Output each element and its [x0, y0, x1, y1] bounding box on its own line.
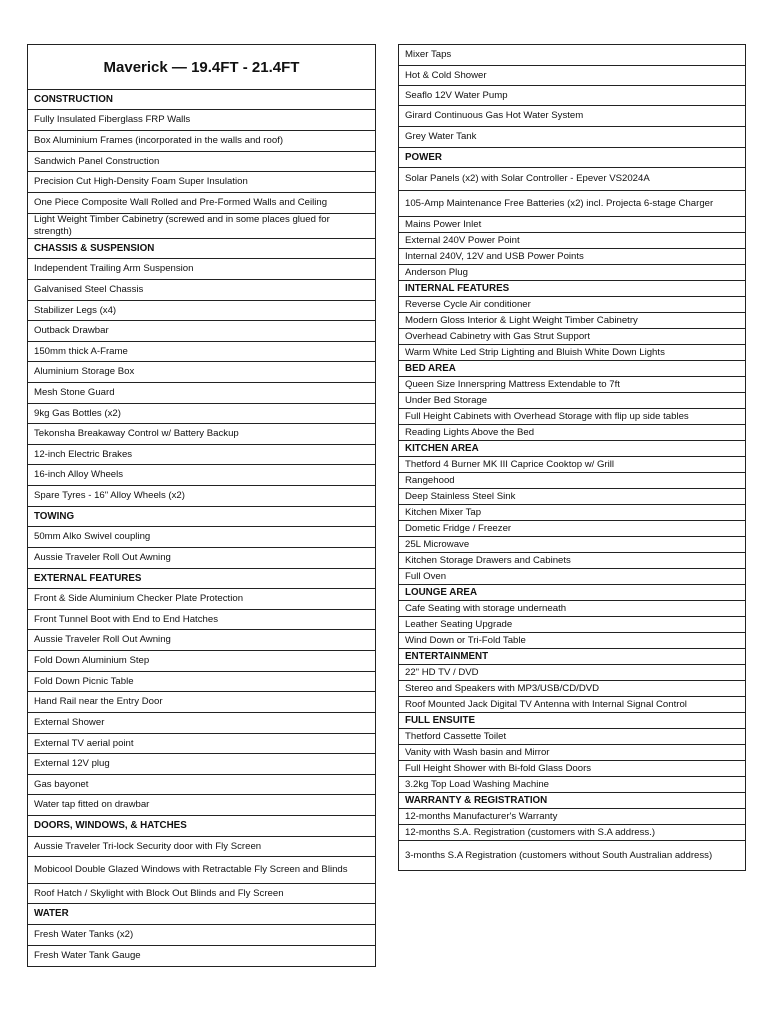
- section-header: CONSTRUCTION: [28, 90, 375, 110]
- spec-item: Hot & Cold Shower: [399, 66, 745, 86]
- section-header: CHASSIS & SUSPENSION: [28, 239, 375, 259]
- section-header: WARRANTY & REGISTRATION: [399, 793, 745, 809]
- spec-item: Vanity with Wash basin and Mirror: [399, 745, 745, 761]
- spec-item: Sandwich Panel Construction: [28, 152, 375, 172]
- spec-item: 50mm Alko Swivel coupling: [28, 527, 375, 548]
- section-header: TOWING: [28, 507, 375, 527]
- right-spec-table: [398, 44, 746, 871]
- spec-item: Stereo and Speakers with MP3/USB/CD/DVD: [399, 681, 745, 697]
- spec-item: Aussie Traveler Roll Out Awning: [28, 630, 375, 651]
- spec-item: 12-inch Electric Brakes: [28, 445, 375, 465]
- spec-item: Aluminium Storage Box: [28, 362, 375, 383]
- section-header: DOORS, WINDOWS, & HATCHES: [28, 816, 375, 837]
- right-rows: [399, 45, 745, 870]
- spec-item: Light Weight Timber Cabinetry (screwed and in some places glued for strength): [28, 214, 375, 239]
- spec-item: Anderson Plug: [399, 265, 745, 281]
- spec-item: External 240V Power Point: [399, 233, 745, 249]
- spec-item: Queen Size Innerspring Mattress Extendable to 7ft: [399, 377, 745, 393]
- spec-item: 12-months Manufacturer's Warranty: [399, 809, 745, 825]
- spec-item: Fresh Water Tank Gauge: [34, 950, 141, 961]
- spec-item: Thetford Cassette Toilet: [399, 729, 745, 745]
- spec-item: Warm White Led Strip Lighting and Bluish White Down Lights: [399, 345, 745, 361]
- spec-item: 25L Microwave: [399, 537, 745, 553]
- spec-item: Spare Tyres - 16" Alloy Wheels (x2): [28, 486, 375, 507]
- spec-item: Aussie Traveler Roll Out Awning: [28, 548, 375, 569]
- spec-item: Mesh Stone Guard: [28, 383, 375, 404]
- spec-item: 9kg Gas Bottles (x2): [28, 404, 375, 424]
- spec-item: Stabilizer Legs (x4): [28, 301, 375, 321]
- section-header: BED AREA: [399, 361, 745, 377]
- left-spec-table: [27, 44, 376, 967]
- spec-item: 16-inch Alloy Wheels: [28, 465, 375, 486]
- spec-item: Cafe Seating with storage underneath: [399, 601, 745, 617]
- spec-item: 3.2kg Top Load Washing Machine: [399, 777, 745, 793]
- section-header: FULL ENSUITE: [399, 713, 745, 729]
- spec-item: External Shower: [28, 713, 375, 734]
- spec-item: Gas bayonet: [28, 775, 375, 795]
- spec-item: 105-Amp Maintenance Free Batteries (x2) incl. Projecta 6-stage Charger: [399, 191, 745, 217]
- spec-item: Fold Down Picnic Table: [28, 672, 375, 692]
- spec-item: Internal 240V, 12V and USB Power Points: [399, 249, 745, 265]
- spec-item: Independent Trailing Arm Suspension: [28, 259, 375, 280]
- spec-item: Mobicool Double Glazed Windows with Retractable Fly Screen and Blinds: [28, 857, 375, 884]
- spec-item: Wind Down or Tri-Fold Table: [399, 633, 745, 649]
- spec-item: Full Height Cabinets with Overhead Storage with flip up side tables: [399, 409, 745, 425]
- spec-item: Full Height Shower with Bi-fold Glass Doors: [399, 761, 745, 777]
- section-header: EXTERNAL FEATURES: [28, 569, 375, 589]
- left-rows: [28, 90, 375, 966]
- spec-item: Aussie Traveler Tri-lock Security door with Fly Screen: [28, 837, 375, 857]
- spec-item: Outback Drawbar: [28, 321, 375, 342]
- spec-item: Girard Continuous Gas Hot Water System: [399, 106, 745, 127]
- spec-item: External 12V plug: [28, 754, 375, 775]
- spec-item: Seaflo 12V Water Pump: [399, 86, 745, 106]
- spec-item: One Piece Composite Wall Rolled and Pre-Formed Walls and Ceiling: [28, 193, 375, 214]
- spec-item: Reading Lights Above the Bed: [399, 425, 745, 441]
- spec-item: Roof Hatch / Skylight with Block Out Blinds and Fly Screen: [28, 884, 375, 904]
- section-header: LOUNGE AREA: [399, 585, 745, 601]
- spec-item: Fresh Water Tanks (x2): [28, 925, 375, 946]
- spec-item: Deep Stainless Steel Sink: [399, 489, 745, 505]
- spec-item: External TV aerial point: [28, 734, 375, 754]
- spec-item: Tekonsha Breakaway Control w/ Battery Backup: [28, 424, 375, 445]
- spec-item: Leather Seating Upgrade: [399, 617, 745, 633]
- spec-item: Grey Water Tank: [399, 127, 745, 148]
- spec-item: Mains Power Inlet: [399, 217, 745, 233]
- spec-item: Box Aluminium Frames (incorporated in the walls and roof): [28, 131, 375, 152]
- spec-item: Mixer Taps: [399, 45, 745, 66]
- spec-item: 150mm thick A-Frame: [28, 342, 375, 362]
- spec-item: Dometic Fridge / Freezer: [399, 521, 745, 537]
- spec-item: Precision Cut High-Density Foam Super Insulation: [28, 172, 375, 193]
- spec-item: Kitchen Mixer Tap: [399, 505, 745, 521]
- spec-item: Kitchen Storage Drawers and Cabinets: [399, 553, 745, 569]
- spec-item: 22" HD TV / DVD: [399, 665, 745, 681]
- spec-item: Overhead Cabinetry with Gas Strut Support: [399, 329, 745, 345]
- spec-item: Water tap fitted on drawbar: [28, 795, 375, 816]
- spec-item: 12-months S.A. Registration (customers with S.A address.): [399, 825, 745, 841]
- spec-item: Fold Down Aluminium Step: [28, 651, 375, 672]
- section-header: KITCHEN AREA: [399, 441, 745, 457]
- spec-item: 3-months S.A Registration (customers without South Australian address): [405, 849, 713, 861]
- section-header: WATER: [28, 904, 375, 925]
- spec-item: Full Oven: [399, 569, 745, 585]
- spec-item: Rangehood: [399, 473, 745, 489]
- spec-item: Fully Insulated Fiberglass FRP Walls: [28, 110, 375, 131]
- spec-item: Solar Panels (x2) with Solar Controller - Epever VS2024A: [399, 168, 745, 191]
- document-title: Maverick — 19.4FT - 21.4FT: [28, 45, 375, 90]
- spec-item: Thetford 4 Burner MK III Caprice Cooktop w/ Grill: [399, 457, 745, 473]
- spec-item: Front & Side Aluminium Checker Plate Protection: [28, 589, 375, 610]
- spec-item: Hand Rail near the Entry Door: [28, 692, 375, 713]
- spec-item: Reverse Cycle Air conditioner: [399, 297, 745, 313]
- spec-item: Galvanised Steel Chassis: [28, 280, 375, 301]
- section-header: INTERNAL FEATURES: [399, 281, 745, 297]
- spec-item: Under Bed Storage: [399, 393, 745, 409]
- spec-item: Roof Mounted Jack Digital TV Antenna with Internal Signal Control: [399, 697, 745, 713]
- section-header: POWER: [399, 148, 745, 168]
- spec-item: Modern Gloss Interior & Light Weight Timber Cabinetry: [399, 313, 745, 329]
- spec-item: Front Tunnel Boot with End to End Hatches: [28, 610, 375, 630]
- section-header: ENTERTAINMENT: [399, 649, 745, 665]
